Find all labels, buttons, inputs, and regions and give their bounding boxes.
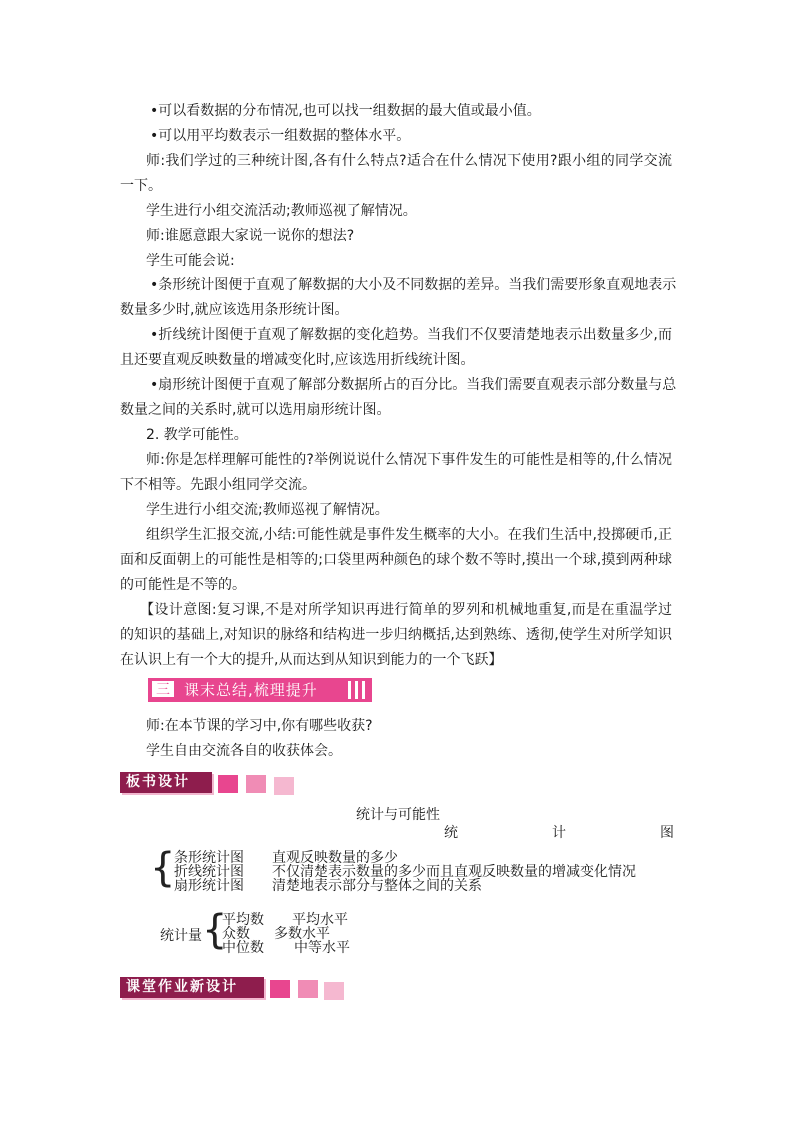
stat-name: 众数: [222, 926, 250, 942]
section-banner: [148, 678, 372, 702]
decor-square: [274, 777, 294, 795]
board-title: 统计与可能性: [356, 807, 440, 823]
paragraph-line: 师:谁愿意跟大家说一说你的想法?: [146, 228, 355, 244]
decor-square: [218, 775, 238, 793]
banner-stripe: [362, 681, 365, 699]
decor-square: [298, 980, 318, 998]
paragraph-line: 学生可能会说:: [146, 253, 235, 269]
chart-name: 条形统计图: [174, 850, 244, 866]
summary-line: 师:在本节课的学习中,你有哪些收获?: [146, 718, 373, 734]
paragraph-line: •折线统计图便于直观了解数据的变化趋势。当我们不仅要清楚地表示出数量多少,而: [150, 327, 672, 343]
paragraph-line: 2. 教学可能性。: [146, 427, 248, 443]
paragraph-line: •扇形统计图便于直观了解部分数据所占的百分比。当我们需要直观表示部分数量与总: [150, 377, 677, 393]
paragraph-line: 学生进行小组交流活动;教师巡视了解情况。: [146, 203, 417, 219]
paragraph-line: 面和反面朝上的可能性是相等的;口袋里两种颜色的球个数不等时,摸出一个球,摸到两种球: [120, 552, 672, 568]
paragraph-line: 学生进行小组交流;教师巡视了解情况。: [146, 502, 389, 518]
chart-desc: 不仅清楚表示数量的多少而且直观反映数量的增减变化情况: [272, 864, 636, 880]
paragraph-line: •可以用平均数表示一组数据的整体水平。: [150, 128, 411, 144]
paragraph-line: 数量多少时,就应该选用条形统计图。: [120, 302, 349, 318]
left-brace: {: [202, 907, 228, 953]
stat-desc: 中等水平: [294, 940, 350, 956]
left-brace: {: [150, 845, 176, 891]
paragraph-line: 一下。: [120, 178, 162, 194]
stat-desc: 多数水平: [274, 926, 330, 942]
homework-design-tag: 课堂作业新设计: [120, 977, 264, 998]
board-header-word: 图: [660, 825, 674, 841]
chart-desc: 直观反映数量的多少: [272, 850, 398, 866]
decor-square: [324, 982, 344, 1000]
summary-line: 学生自由交流各自的收获体会。: [146, 743, 342, 759]
paragraph-line: •条形统计图便于直观了解数据的大小及不同数据的差异。当我们需要形象直观地表示: [150, 277, 677, 293]
design-intent-line: 的知识的基础上,对知识的脉络和结构进一步归纳概括,达到熟练、透彻,使学生对所学知识: [120, 627, 672, 643]
board-design-tag: 板书设计: [120, 772, 212, 793]
banner-stripe: [355, 681, 358, 699]
chart-desc: 清楚地表示部分与整体之间的关系: [272, 878, 482, 894]
board-header-word: 统: [444, 825, 458, 841]
paragraph-line: 师:我们学过的三种统计图,各有什么特点?适合在什么情况下使用?跟小组的同学交流: [146, 153, 672, 169]
paragraph-line: 师:你是怎样理解可能性的?举例说说什么情况下事件发生的可能性是相等的,什么情况: [146, 452, 672, 468]
paragraph-line: •可以看数据的分布情况,也可以找一组数据的最大值或最小值。: [150, 103, 541, 119]
chart-name: 折线统计图: [174, 864, 244, 880]
decor-square: [270, 980, 290, 998]
paragraph-line: 且还要直观反映数量的增减变化时,应该选用折线统计图。: [120, 352, 475, 368]
board-header-word: 计: [552, 825, 566, 841]
stat-desc: 平均水平: [292, 912, 348, 928]
decor-square: [246, 775, 266, 793]
paragraph-line: 的可能性是不等的。: [120, 577, 246, 593]
stat-name: 中位数: [222, 940, 264, 956]
paragraph-line: 组织学生汇报交流,小结:可能性就是事件发生概率的大小。在我们生活中,投掷硬币,正: [146, 527, 672, 543]
chart-name: 扇形统计图: [174, 878, 244, 894]
stat-name: 平均数: [222, 912, 264, 928]
design-intent-line: 【设计意图:复习课,不是对所学知识再进行简单的罗列和机械地重复,而是在重温学过: [140, 602, 672, 618]
paragraph-line: 数量之间的关系时,就可以选用扇形统计图。: [120, 402, 391, 418]
paragraph-line: 下不相等。先跟小组同学交流。: [120, 477, 316, 493]
design-intent-line: 在认识上有一个大的提升,从而达到从知识到能力的一个飞跃】: [120, 652, 503, 668]
stat-label: 统计量: [160, 928, 202, 944]
banner-stripe: [348, 681, 351, 699]
section-number: 三: [151, 680, 175, 698]
section-title: 课末总结,梳理提升: [184, 681, 318, 699]
